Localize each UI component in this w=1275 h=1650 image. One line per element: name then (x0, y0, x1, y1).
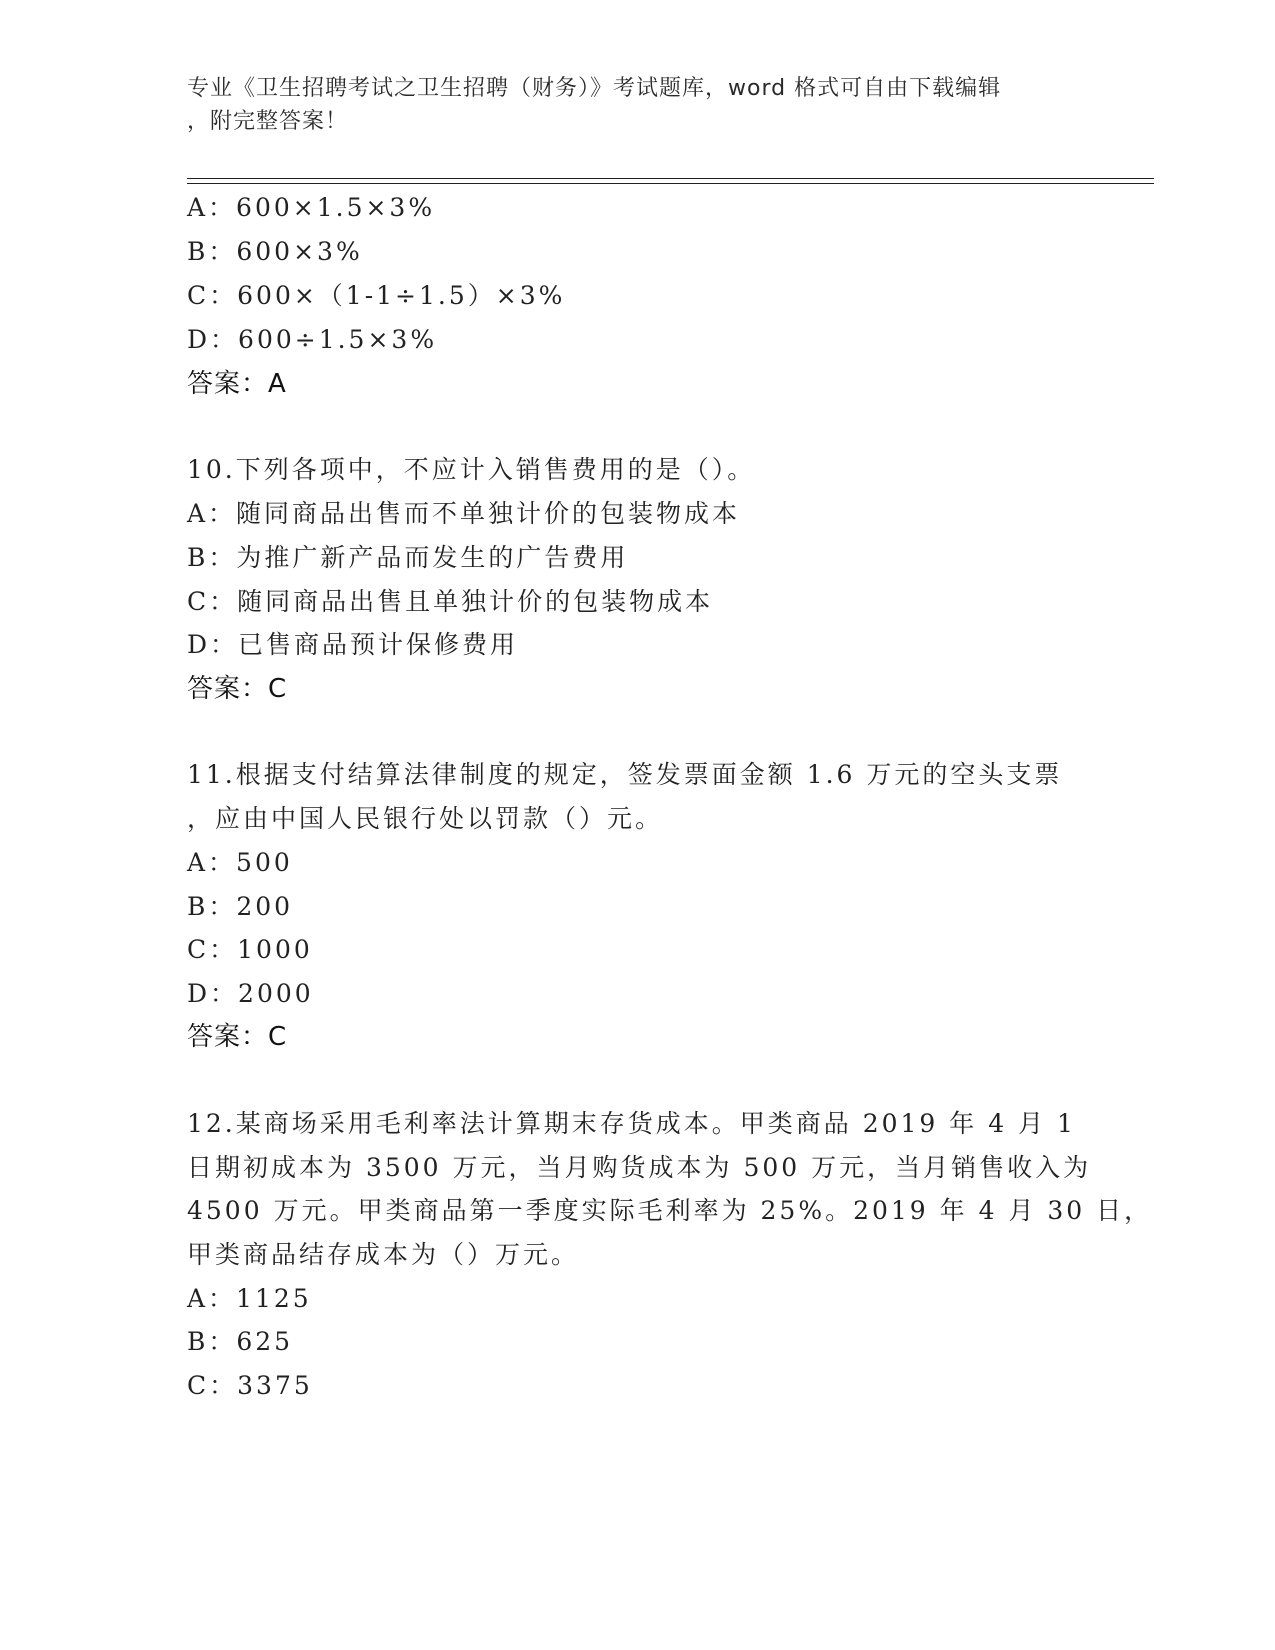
header-line-1: 专业《卫生招聘考试之卫生招聘（财务）》考试题库，word 格式可自由下载编辑 (187, 76, 1002, 101)
q10-option-a: A：随同商品出售而不单独计价的包装物成本 (187, 499, 741, 528)
document-header (187, 72, 1067, 138)
header-divider-top (187, 178, 1154, 179)
q10-option-d: D：已售商品预计保修费用 (187, 630, 519, 659)
q9-option-b: B：600×3% (187, 237, 363, 266)
q10-stem: 10.下列各项中，不应计入销售费用的是（）。 (187, 455, 756, 484)
q12-option-c: C：3375 (187, 1371, 313, 1400)
q10-answer: 答案：C (187, 674, 288, 704)
header-line-2: ，附完整答案！ (187, 109, 349, 134)
q12-option-a: A：1125 (187, 1284, 312, 1313)
q11-stem-line-1: 11.根据支付结算法律制度的规定，签发票面金额 1.6 万元的空头支票 (187, 760, 1063, 789)
q11-option-d: D：2000 (187, 979, 314, 1008)
q11-option-b: B：200 (187, 892, 294, 921)
q9-option-a: A：600×1.5×3% (187, 193, 436, 222)
q12-stem-line-3: 4500 万元。甲类商品第一季度实际毛利率为 25%。2019 年 4 月 30 日， (187, 1196, 1153, 1225)
q12-stem-line-4: 甲类商品结存成本为（）万元。 (187, 1240, 580, 1269)
q9-option-d: D：600÷1.5×3% (187, 325, 438, 354)
q10-option-c: C：随同商品出售且单独计价的包装物成本 (187, 587, 714, 616)
q11-option-c: C：1000 (187, 935, 313, 964)
header-divider-bottom (187, 183, 1154, 184)
q12-option-b: B：625 (187, 1327, 294, 1356)
q11-stem-line-2: ，应由中国人民银行处以罚款（）元。 (187, 804, 664, 833)
q11-answer: 答案：C (187, 1022, 288, 1052)
q9-option-c: C：600×（1-1÷1.5）×3% (187, 281, 566, 310)
q10-option-b: B：为推广新产品而发生的广告费用 (187, 543, 629, 572)
q12-stem-line-2: 日期初成本为 3500 万元，当月购货成本为 500 万元，当月销售收入为 (187, 1153, 1092, 1182)
q11-option-a: A：500 (187, 848, 293, 877)
q9-answer: 答案：A (187, 369, 287, 399)
q12-stem-line-1: 12.某商场采用毛利率法计算期末存货成本。甲类商品 2019 年 4 月 1 (187, 1109, 1076, 1138)
